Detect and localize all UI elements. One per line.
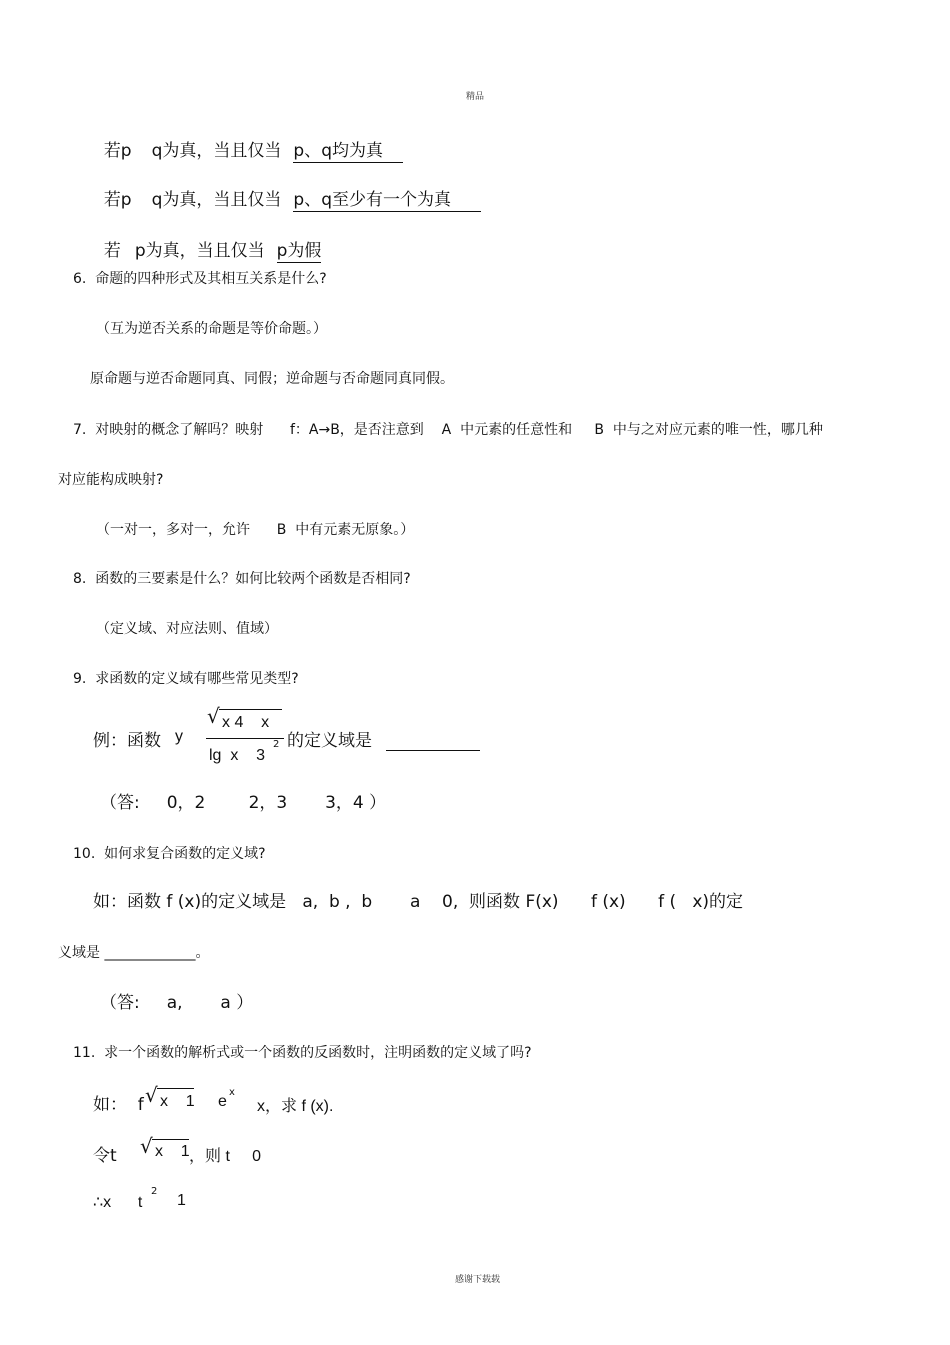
question-8: 8. 函数的三要素是什么？如何比较两个函数是否相同? (73, 571, 411, 587)
truth-line-and (93, 116, 403, 161)
let-tail: ，则 t 0 (189, 1148, 262, 1165)
let-label: 令t (93, 1146, 117, 1166)
example-label: 如： f (93, 1095, 144, 1115)
function-y: y (175, 728, 183, 745)
question-7-answer: （一对一，多对一，允许 B 中有元素无原象。） (96, 522, 415, 538)
question-10-example: 如：函数 f (x)的定义域是 a, b , b a 0, 则函数 F(x) f (x) f ( x)的定 (93, 892, 744, 912)
exp-power: x (229, 1087, 235, 1098)
question-6-hint: （互为逆否关系的命题是等价命题。） (96, 321, 327, 337)
truth-answer: p、q均为真 (293, 141, 403, 163)
sqrt-icon: √ (145, 1083, 158, 1107)
truth-prefix: 若p (103, 141, 132, 161)
truth-prefix: 若 (103, 241, 121, 261)
question-9-answer: （答: 0，2 2，3 3，4 ） (100, 793, 387, 813)
question-10: 10. 如何求复合函数的定义域? (73, 846, 266, 862)
radicand: x 1 (160, 1093, 195, 1110)
question-6-answer: 原命题与逆否命题同真、同假；逆命题与否命题同真同假。 (90, 371, 454, 387)
truth-prefix: 若p (103, 190, 132, 210)
therefore-tail: 1 (177, 1192, 186, 1209)
truth-answer: p、q至少有一个为真 (293, 190, 481, 212)
t-exponent: 2 (151, 1186, 158, 1197)
truth-answer: p为假 (276, 241, 322, 261)
question-7-cont: 对应能构成映射? (58, 472, 164, 488)
example-label: 例：函数 (93, 731, 161, 751)
example-tail: x，求 f (x). (257, 1098, 334, 1115)
sqrt-bar (152, 1139, 189, 1140)
answer-blank (386, 750, 480, 751)
page-header: 精品 (466, 92, 485, 102)
question-8-answer: （定义域、对应法则、值域） (96, 621, 278, 637)
fraction-denominator: lg x 3 (209, 747, 266, 764)
sqrt-icon: √ (207, 704, 220, 728)
domain-text: 的定义域是 (287, 731, 372, 751)
truth-condition: p为真，当且仅当 (134, 241, 265, 261)
truth-line-not (93, 216, 321, 261)
truth-condition: q为真，当且仅当 (151, 141, 282, 161)
exp-base: e (218, 1093, 227, 1110)
sqrt-bar (157, 1088, 194, 1089)
fraction-numerator: x 4 x (222, 714, 270, 731)
truth-line-or (93, 165, 481, 210)
question-11: 11. 求一个函数的解析式或一个函数的反函数时，注明函数的定义域了吗? (73, 1045, 532, 1061)
exponent: 2 (273, 739, 280, 750)
question-7: 7. 对映射的概念了解吗？映射 f：A→B，是否注意到 A 中元素的任意性和 B 中与之对应元素的唯一性，哪几种 (73, 422, 823, 438)
truth-condition: q为真，当且仅当 (151, 190, 282, 210)
sqrt-bar (219, 709, 282, 710)
question-6: 6. 命题的四种形式及其相互关系是什么? (73, 271, 327, 287)
radicand: x 1 (155, 1143, 190, 1160)
question-10-answer: （答: a, a ） (100, 993, 254, 1013)
therefore-line: ∴x t (93, 1194, 143, 1211)
question-9: 9. 求函数的定义域有哪些常见类型? (73, 671, 299, 687)
page-footer: 感谢下载载 (455, 1275, 501, 1285)
question-10-cont: 义域是 _____________。 (58, 945, 210, 961)
sqrt-icon: √ (140, 1134, 153, 1158)
